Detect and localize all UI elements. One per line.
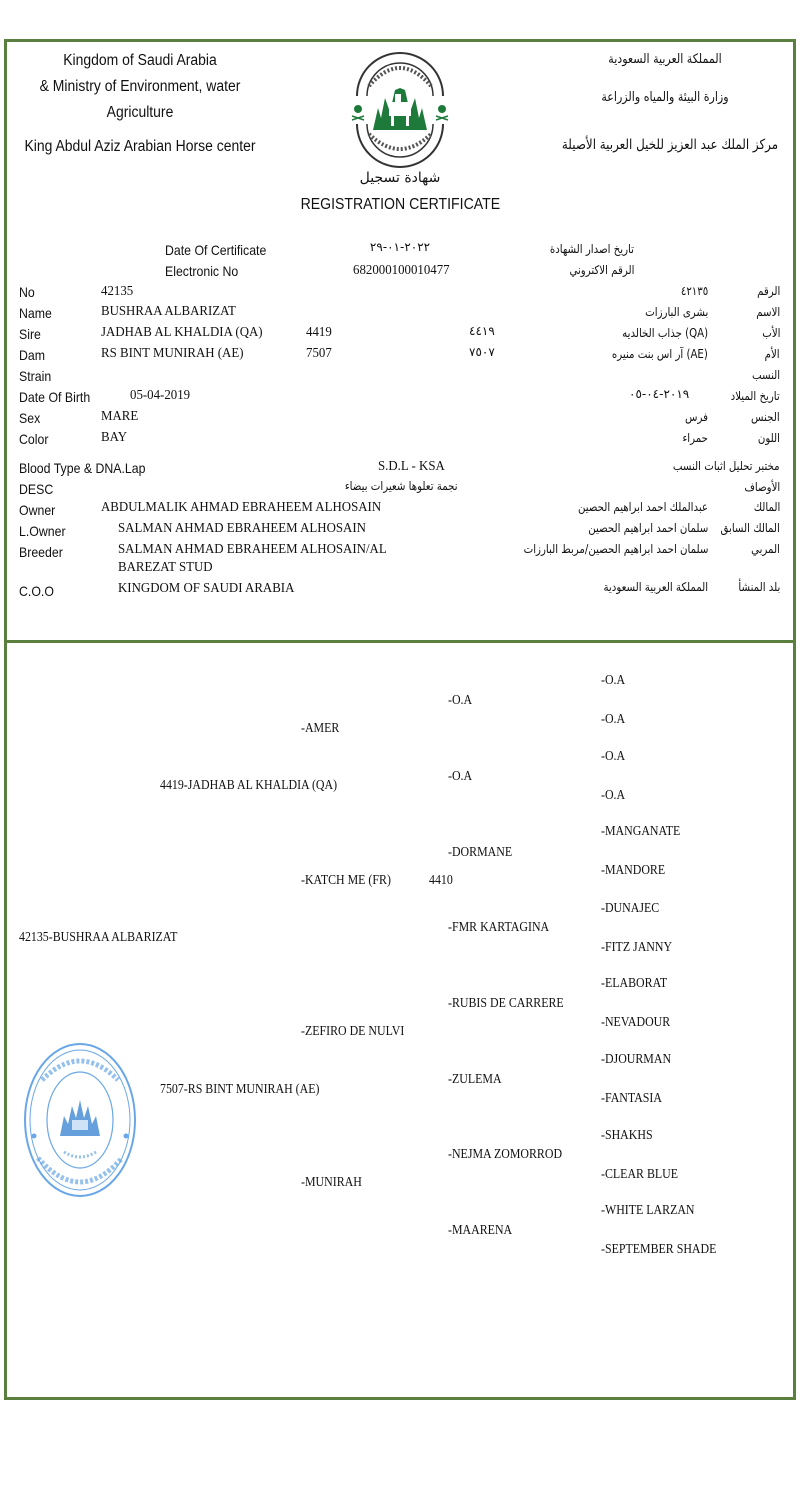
pedigree-gen2-number: 4410: [429, 873, 453, 888]
value-name: BUSHRAA ALBARIZAT: [101, 304, 236, 319]
title-english: [280, 196, 520, 214]
pedigree-gen2-item: -ZEFIRO DE NULVI: [301, 1024, 405, 1039]
label-last-owner: L.Owner: [19, 523, 66, 539]
label-last-owner-ar: المالك السابق: [720, 521, 780, 535]
label-sex: Sex: [19, 410, 41, 426]
pedigree-gen4-item: -CLEAR BLUE: [601, 1167, 679, 1182]
label-no: No: [19, 284, 35, 300]
electronic-label-ar: الرقم الاكتروني: [569, 263, 634, 277]
label-owner: Owner: [19, 502, 56, 518]
value-breeder-line1: SALMAN AHMAD EBRAHEEM ALHOSAIN/AL: [118, 542, 387, 557]
value-sire-number: 4419: [306, 325, 332, 340]
value-breeder-ar: سلمان احمد ابراهيم الحصين/مربط البارزات: [523, 542, 708, 556]
title-arabic: شهادة تسجيل: [359, 170, 441, 186]
pedigree-gen3-item: -FMR KARTAGINA: [448, 920, 550, 935]
value-dam-number: 7507: [306, 346, 332, 361]
pedigree-gen4-item: -O.A: [601, 749, 626, 764]
value-sex: MARE: [101, 409, 139, 424]
value-dob: 05-04-2019: [130, 388, 191, 403]
value-dob-ar: ٢٠١٩-٠٤-٠٥: [629, 387, 690, 401]
value-color-ar: حمراء: [682, 431, 708, 445]
pedigree-gen4-item: -O.A: [601, 788, 626, 803]
label-dob: Date Of Birth: [19, 389, 91, 405]
date-value: ٢٠٢٢-٠١-٢٩: [369, 240, 431, 254]
label-sire: Sire: [19, 326, 41, 342]
pedigree-gen4-item: -MANGANATE: [601, 824, 681, 839]
pedigree-gen3-item: -RUBIS DE CARRERE: [448, 996, 564, 1011]
value-dam-number-ar: ٧٥٠٧: [469, 345, 495, 359]
label-name: Name: [19, 305, 52, 321]
date-label-ar: تاريخ اصدار الشهادة: [549, 242, 634, 256]
pedigree-gen4-item: -O.A: [601, 712, 626, 727]
pedigree-gen4-item: -FITZ JANNY: [601, 940, 673, 955]
pedigree-gen4-item: -MANDORE: [601, 863, 666, 878]
pedigree-gen4-item: -SEPTEMBER SHADE: [601, 1242, 717, 1257]
pedigree-gen3-item: -NEJMA ZOMORROD: [448, 1147, 563, 1162]
label-dob-ar: تاريخ الميلاد: [730, 389, 780, 403]
label-no-ar: الرقم: [756, 284, 780, 298]
pedigree-gen4-item: -DJOURMAN: [601, 1052, 672, 1067]
label-blood-type-ar: مختبر تحليل اثبات النسب: [673, 459, 780, 473]
pedigree-gen3-item: -ZULEMA: [448, 1072, 502, 1087]
value-owner: ABDULMALIK AHMAD EBRAHEEM ALHOSAIN: [101, 500, 382, 515]
label-coo: C.O.O: [19, 583, 54, 599]
value-sex-ar: فرس: [685, 410, 708, 424]
header-ar-kingdom: المملكة العربية السعودية: [608, 52, 722, 67]
electronic-label-en: Electronic No: [165, 263, 239, 279]
value-sire-ar: (QA) جذاب الخالديه: [622, 326, 708, 340]
value-breeder-line2: BAREZAT STUD: [118, 560, 213, 575]
label-owner-ar: المالك: [753, 500, 780, 514]
value-name-ar: بشرى البارزات: [644, 305, 708, 319]
header-en-kingdom: Kingdom of Saudi Arabia: [63, 52, 217, 69]
header-en-ministry: & Ministry of Environment, water: [39, 78, 241, 95]
label-sex-ar: الجنس: [751, 410, 780, 424]
pedigree-gen4-item: -DUNAJEC: [601, 901, 660, 916]
pedigree-gen3-item: -DORMANE: [448, 845, 513, 860]
label-color-ar: اللون: [757, 431, 780, 445]
label-strain: Strain: [19, 368, 52, 384]
label-breeder: Breeder: [19, 544, 63, 560]
value-color: BAY: [101, 430, 128, 445]
value-coo: KINGDOM OF SAUDI ARABIA: [118, 581, 295, 596]
value-sire: JADHAB AL KHALDIA (QA): [101, 325, 263, 340]
value-desc-ar: نجمة تعلوها شعيرات بيضاء: [345, 479, 458, 493]
pedigree-gen3-item: -O.A: [448, 769, 473, 784]
pedigree-dam: 7507-RS BINT MUNIRAH (AE): [160, 1082, 320, 1097]
value-last-owner-ar: سلمان احمد ابراهيم الحصين: [587, 521, 708, 535]
pedigree-gen4-item: -NEVADOUR: [601, 1015, 671, 1030]
value-dam-ar: (AE) آر اس بنت منيره: [612, 347, 708, 361]
value-last-owner: SALMAN AHMAD EBRAHEEM ALHOSAIN: [118, 521, 366, 536]
label-color: Color: [19, 431, 49, 447]
label-dam-ar: الأم: [765, 347, 780, 361]
label-coo-ar: بلد المنشأ: [738, 580, 780, 594]
label-desc-ar: الأوصاف: [744, 480, 780, 494]
pedigree-gen3-item: -O.A: [448, 693, 473, 708]
electronic-value: 682000100010477: [353, 263, 450, 278]
registry-stamp-icon: [22, 1040, 138, 1200]
pedigree-gen3-item: -MAARENA: [448, 1223, 513, 1238]
pedigree-gen4-item: -SHAKHS: [601, 1128, 653, 1143]
pedigree-gen4-item: -ELABORAT: [601, 976, 668, 991]
pedigree-gen2-item: -MUNIRAH: [301, 1175, 362, 1190]
pedigree-gen4-item: -FANTASIA: [601, 1091, 662, 1106]
label-strain-ar: النسب: [751, 368, 780, 382]
header-en-center: King Abdul Aziz Arabian Horse center: [24, 138, 256, 155]
pedigree-subject: 42135-BUSHRAA ALBARIZAT: [19, 930, 178, 945]
pedigree-gen4-item: -O.A: [601, 673, 626, 688]
date-label-en: Date Of Certificate: [165, 242, 267, 258]
label-sire-ar: الأب: [761, 326, 780, 340]
value-owner-ar: عبدالملك احمد ابراهيم الحصين: [577, 500, 708, 514]
value-coo-ar: المملكة العربية السعودية: [603, 580, 708, 594]
pedigree-frame: [4, 640, 796, 1400]
value-no-ar: ٤٢١٣٥: [680, 284, 708, 298]
label-dam: Dam: [19, 347, 46, 363]
label-blood-type: Blood Type & DNA.Lap: [19, 460, 146, 476]
title-english-text: REGISTRATION CERTIFICATE: [300, 196, 500, 213]
value-dam: RS BINT MUNIRAH (AE): [101, 346, 244, 361]
pedigree-sire: 4419-JADHAB AL KHALDIA (QA): [160, 778, 338, 793]
pedigree-gen2-item: -AMER: [301, 721, 340, 736]
pedigree-gen4-item: -WHITE LARZAN: [601, 1203, 695, 1218]
label-breeder-ar: المربي: [751, 542, 780, 556]
pedigree-gen2-item: -KATCH ME (FR): [301, 873, 391, 888]
value-blood-type: S.D.L - KSA: [378, 459, 445, 474]
header-ar-center: مركز الملك عبد العزيز للخيل العربية الأصيلة: [561, 137, 779, 153]
label-desc: DESC: [19, 481, 54, 497]
ministry-logo-icon: [345, 46, 455, 168]
label-name-ar: الاسم: [756, 305, 780, 319]
header-en-agriculture: Agriculture: [106, 104, 174, 121]
value-sire-number-ar: ٤٤١٩: [469, 324, 495, 338]
header-ar-ministry: وزارة البيئة والمياه والزراعة: [601, 90, 729, 105]
value-no: 42135: [101, 284, 134, 299]
